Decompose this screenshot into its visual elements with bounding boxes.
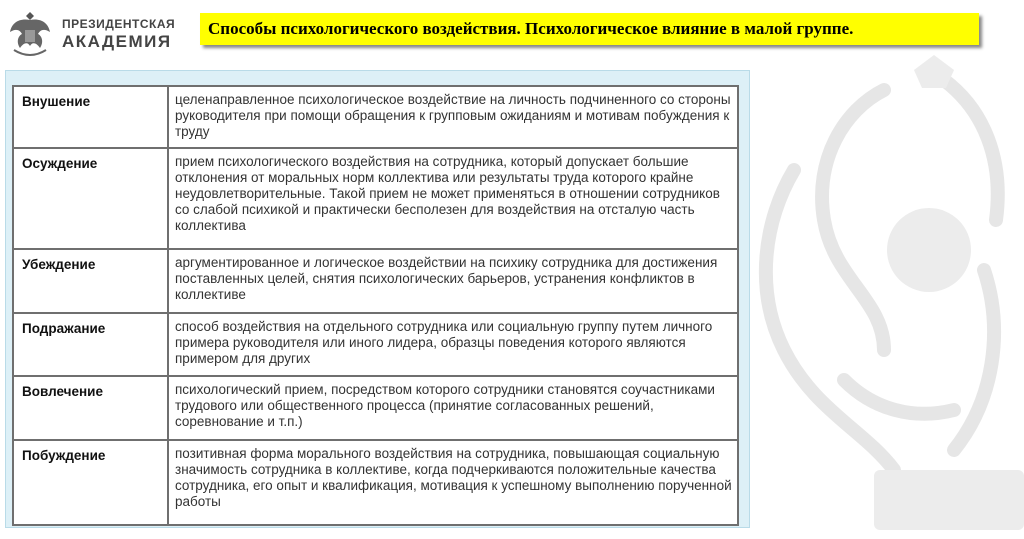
term-cell: Побуждение <box>13 440 168 525</box>
term-cell: Подражание <box>13 313 168 376</box>
table-row <box>13 249 738 313</box>
page-title: Способы психологического воздействия. Психологическое влияние в малой группе. <box>208 19 854 38</box>
table-row <box>13 86 738 148</box>
definitions-table <box>12 85 739 526</box>
double-headed-eagle-emblem-icon <box>6 6 54 62</box>
definition-cell: прием психологического воздействия на сотрудника, который допускает большие отклонения от моральных норм коллектива или результаты труда которого крайне неудовлетворительные. Такой прием не может применяться в отношении сотрудников со слабой психикой и практически бесполезен для воздействия на отсталую часть коллектива <box>168 148 738 248</box>
term-cell: Вовлечение <box>13 376 168 439</box>
term-cell: Внушение <box>13 86 168 148</box>
table-row <box>13 148 738 248</box>
eagle-watermark-icon <box>734 50 1024 539</box>
logo-line-2: АКАДЕМИЯ <box>62 31 172 51</box>
definition-cell: позитивная форма морального воздействия на сотрудника, повышающая социальную значимость сотрудника в коллективе, когда подчеркиваются положительные качества сотрудника, его опыт и квалификация, мотивация к успешному выполнению порученной работы <box>168 440 738 525</box>
table-row <box>13 440 738 525</box>
definition-cell: аргументированное и логическое воздействии на психику сотрудника для достижения поставленных целей, снятия психологических барьеров, устранения конфликтов в коллективе <box>168 249 738 313</box>
term-cell: Осуждение <box>13 148 168 248</box>
definition-cell: способ воздействия на отдельного сотрудника или социальную группу путем личного примера руководителя или иного лидера, образцы поведения которого являются примером для других <box>168 313 738 376</box>
definition-cell: целенаправленное психологическое воздействие на личность подчиненного со стороны руководителя при помощи обращения к групповым ожиданиям и мотивам побуждения к труду <box>168 86 738 148</box>
table-row <box>13 313 738 376</box>
academy-logo <box>6 6 175 62</box>
term-cell: Убеждение <box>13 249 168 313</box>
title-banner <box>200 13 979 45</box>
table-row <box>13 376 738 439</box>
definition-cell: психологический прием, посредством которого сотрудники становятся соучастниками трудового или общественного процесса (принятие согласованных решений, соревнование и т.п.) <box>168 376 738 439</box>
logo-line-1: ПРЕЗИДЕНТСКАЯ <box>62 16 176 31</box>
